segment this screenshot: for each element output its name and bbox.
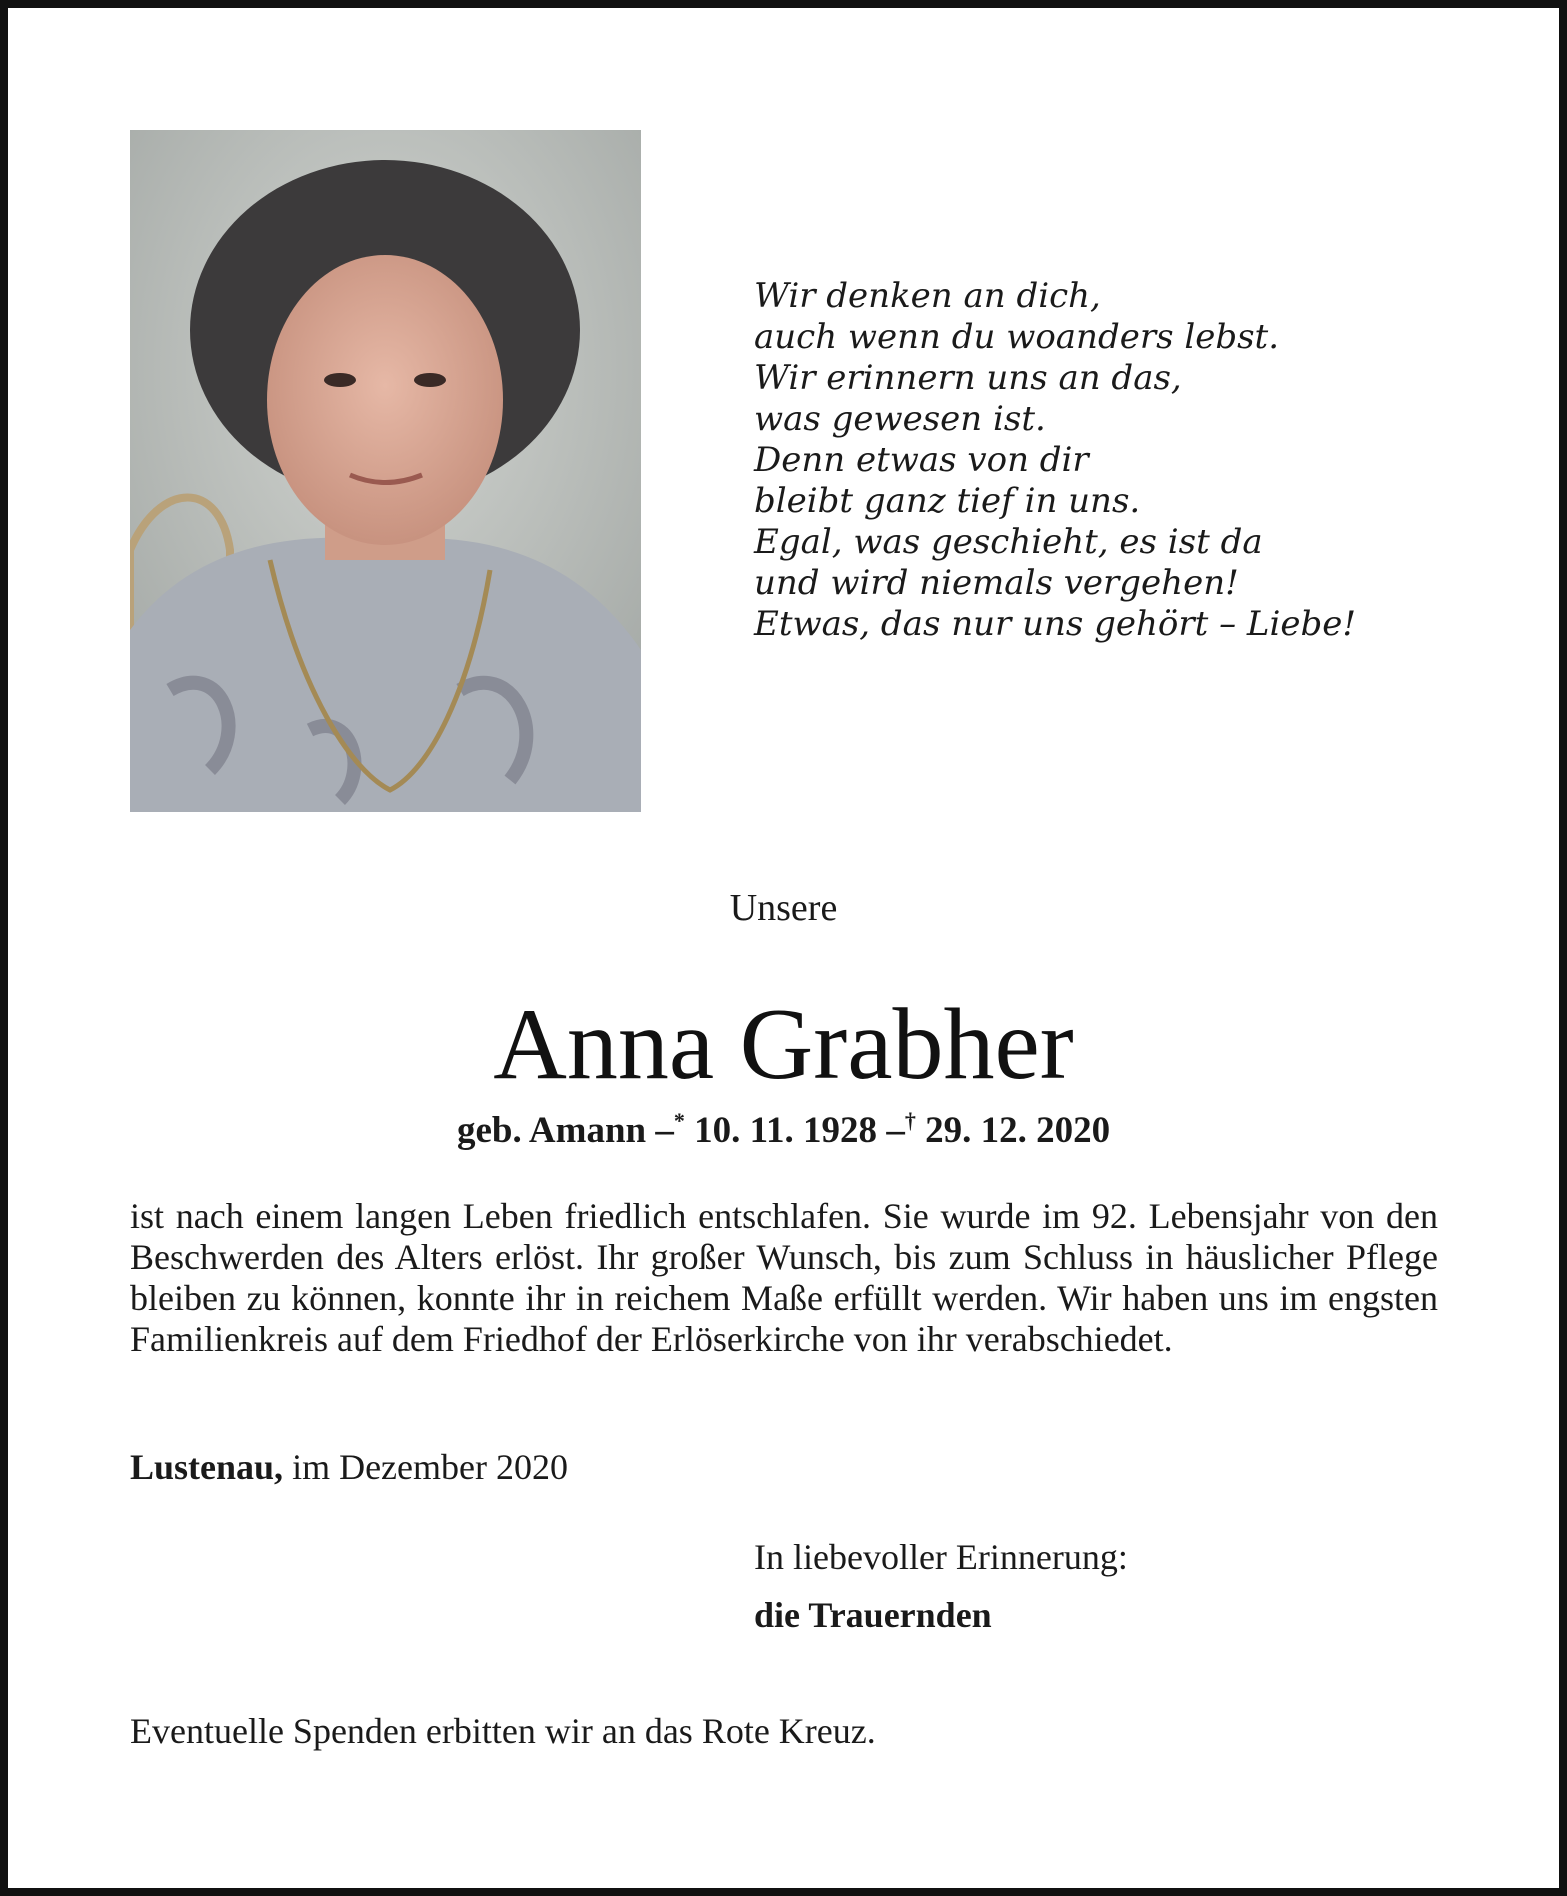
place-city: Lustenau, [130,1447,284,1487]
place-month: im Dezember 2020 [292,1447,568,1487]
life-dates [0,1108,1567,1152]
poem-line: und wird niemals vergehen! [754,563,1239,603]
separator: – [655,1110,674,1151]
poem-line: Egal, was geschieht, es ist da [754,522,1263,562]
birth-name: geb. Amann [456,1110,647,1151]
poem-line: Denn etwas von dir [754,440,1089,480]
poem-line: Wir erinnern uns an das, [754,358,1182,398]
intro-word: Unsere [729,887,838,929]
portrait-image [130,130,641,812]
death-date: 29. 12. 2020 [925,1110,1111,1151]
memory-block [754,1528,1128,1644]
poem-line: Etwas, das nur uns gehört – Liebe! [754,604,1357,644]
signature: die Trauernden [754,1595,992,1635]
memory-line: In liebevoller Erinnerung: [754,1537,1128,1577]
poem-line: bleibt ganz tief in uns. [754,481,1141,521]
death-symbol: † [904,1108,916,1133]
poem-line: was gewesen ist. [754,399,1046,439]
poem-line: Wir denken an dich, [754,276,1101,316]
portrait-photo [130,130,641,812]
place-date [130,1446,568,1488]
poem [754,276,1356,645]
poem-line: auch wenn du woanders lebst. [754,317,1280,357]
obituary-text: ist nach einem langen Leben friedlich entschlafen. Sie wurde im 92. Lebensjahr von den Beschwerden des Alters erlöst. Ihr großer Wunsch, bis zum Schluss in häuslicher Pflege bleiben zu können, konnte ihr in reichem Maße erfüllt werden. Wir haben uns im engsten Familienkreis auf dem Friedhof der Erlöserkirche von ihr verabschiedet. [130,1196,1438,1359]
deceased-name: Anna Grabher [493,988,1074,1101]
donation-note: Eventuelle Spenden erbitten wir an das Rote Kreuz. [130,1711,876,1751]
separator: – [886,1110,905,1151]
birth-symbol: * [673,1108,685,1133]
birth-date: 10. 11. 1928 [694,1110,878,1151]
